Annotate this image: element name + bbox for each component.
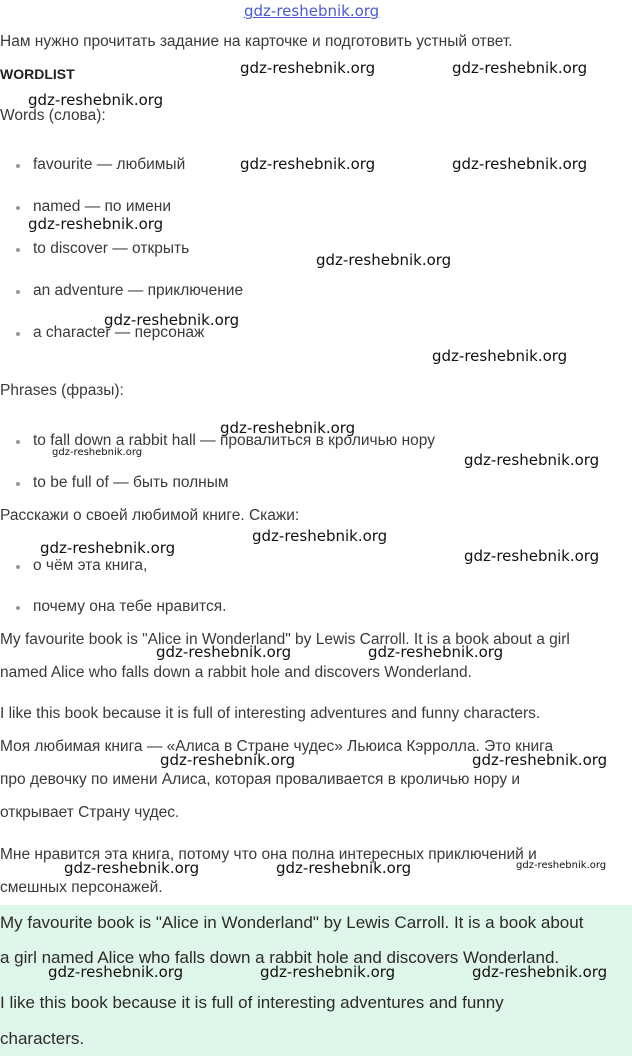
watermark: gdz-reshebnik.org xyxy=(432,347,568,365)
watermark: gdz-reshebnik.org xyxy=(48,963,184,981)
watermark: gdz-reshebnik.org xyxy=(472,963,608,981)
task-intro: Расскажи о своей любимой книге. Скажи: xyxy=(0,507,300,524)
words-heading: Words (слова): xyxy=(0,107,106,124)
watermark-top-link[interactable]: gdz-reshebnik.org xyxy=(244,2,380,20)
bullet xyxy=(16,206,20,210)
bullet xyxy=(16,565,20,569)
watermark: gdz-reshebnik.org xyxy=(64,859,200,877)
list-item: to fall down a rabbit hall — провалиться в кроличью нору xyxy=(33,432,435,449)
watermark: gdz-reshebnik.org xyxy=(452,155,588,173)
intro-text: Нам нужно прочитать задание на карточке и подготовить устный ответ. xyxy=(0,33,513,50)
russian-paragraph-line: Мне нравится эта книга, потому что она полна интересных приключений и xyxy=(0,846,537,863)
phrases-heading: Phrases (фразы): xyxy=(0,382,124,399)
russian-paragraph-line: смешных персонажей. xyxy=(0,879,163,896)
watermark: gdz-reshebnik.org xyxy=(452,59,588,77)
bullet xyxy=(16,440,20,444)
watermark: gdz-reshebnik.org xyxy=(28,215,164,233)
watermark: gdz-reshebnik.org xyxy=(52,447,143,458)
russian-paragraph-line: открывает Страну чудес. xyxy=(0,804,180,821)
watermark: gdz-reshebnik.org xyxy=(516,860,607,871)
watermark: gdz-reshebnik.org xyxy=(464,547,600,565)
watermark: gdz-reshebnik.org xyxy=(260,963,396,981)
list-item: почему она тебе нравится. xyxy=(33,598,227,615)
bullet xyxy=(16,332,20,336)
watermark: gdz-reshebnik.org xyxy=(316,251,452,269)
watermark: gdz-reshebnik.org xyxy=(240,155,376,173)
watermark: gdz-reshebnik.org xyxy=(220,419,356,437)
answer-line: I like this book because it is full of interesting adventures and funny xyxy=(0,993,504,1012)
watermark: gdz-reshebnik.org xyxy=(40,539,176,557)
answer-line: My favourite book is "Alice in Wonderland" by Lewis Carroll. It is a book about xyxy=(0,913,584,932)
watermark: gdz-reshebnik.org xyxy=(104,311,240,329)
russian-paragraph-line: про девочку по имени Алиса, которая проваливается в кроличью нору и xyxy=(0,771,521,788)
bullet xyxy=(16,482,20,486)
list-item: to be full of — быть полным xyxy=(33,474,229,491)
english-paragraph-line: I like this book because it is full of interesting adventures and funny characters. xyxy=(0,705,541,722)
bullet xyxy=(16,290,20,294)
english-paragraph-line: My favourite book is "Alice in Wonderland" by Lewis Carroll. It is a book about a girl xyxy=(0,631,570,648)
watermark: gdz-reshebnik.org xyxy=(156,643,292,661)
watermark: gdz-reshebnik.org xyxy=(464,451,600,469)
bullet xyxy=(16,248,20,252)
watermark: gdz-reshebnik.org xyxy=(368,643,504,661)
answer-line: characters. xyxy=(0,1029,85,1048)
bullet xyxy=(16,164,20,168)
russian-paragraph-line: Моя любимая книга — «Алиса в Стране чудес» Льюиса Кэрролла. Это книга xyxy=(0,738,554,755)
wordlist-heading: WORDLIST xyxy=(0,66,75,82)
watermark: gdz-reshebnik.org xyxy=(252,527,388,545)
list-item: favourite — любимый xyxy=(33,156,186,173)
bullet xyxy=(16,606,20,610)
list-item: о чём эта книга, xyxy=(33,557,148,574)
answer-line: a girl named Alice who falls down a rabbit hole and discovers Wonderland. xyxy=(0,948,560,967)
watermark: gdz-reshebnik.org xyxy=(28,91,164,109)
watermark: gdz-reshebnik.org xyxy=(160,751,296,769)
watermark: gdz-reshebnik.org xyxy=(276,859,412,877)
watermark: gdz-reshebnik.org xyxy=(472,751,608,769)
watermark: gdz-reshebnik.org xyxy=(240,59,376,77)
english-paragraph-line: named Alice who falls down a rabbit hole and discovers Wonderland. xyxy=(0,664,472,681)
list-item: a character — персонаж xyxy=(33,324,205,341)
list-item: to discover — открыть xyxy=(33,240,190,257)
list-item: named — по имени xyxy=(33,198,171,215)
list-item: an adventure — приключение xyxy=(33,282,244,299)
